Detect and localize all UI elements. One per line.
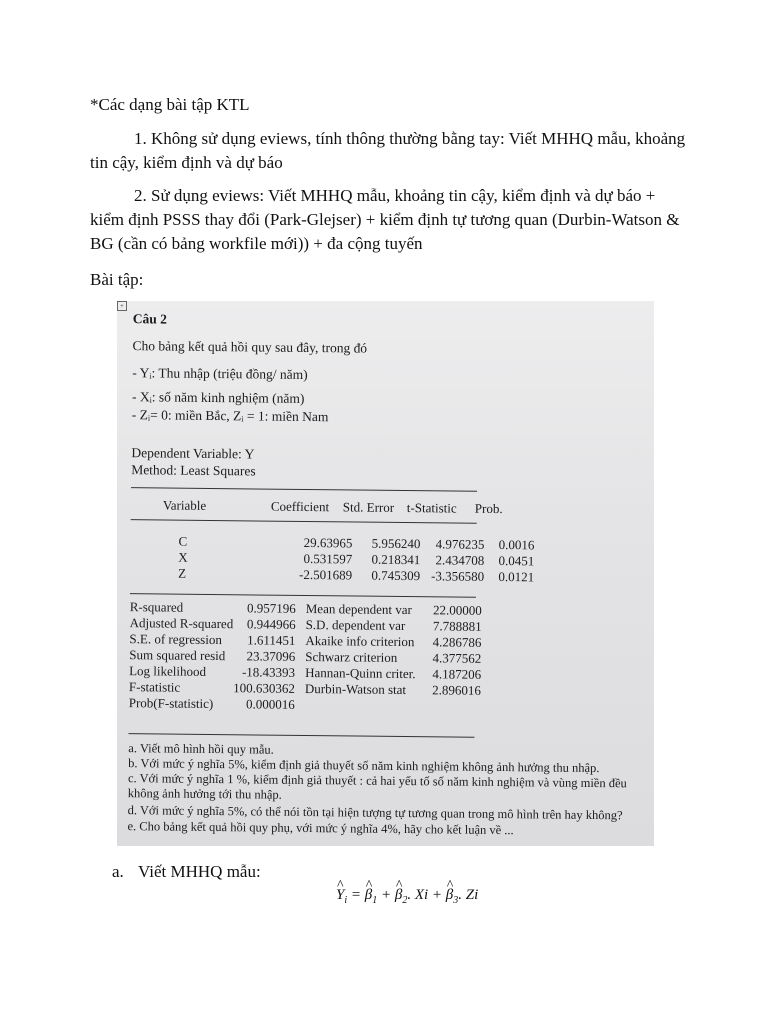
variable-x: - Xᵢ: số năm kinh nghiệm (năm) (131, 389, 305, 406)
stats-row: Adjusted R-squared 0.944966 S.D. dependent var 7.788881 (129, 615, 482, 634)
exercise-type-2: 2. Sử dụng eviews: Viết MHHQ mẫu, khoảng tin cậy, kiểm định và dự báo + kiểm định PSSS thay đổi (Park-Glejser) + kiểm định tự tương quan (Durbin-Watson & BG (cần có bảng workfile mới)) + đa cộng tuyến (90, 186, 680, 253)
question-d: d. Với mức ý nghĩa 5%, có thể nói tồn tại hiện tượng tự tương quan trong mô hình trên hay không? (127, 803, 623, 823)
header-coefficient: Coefficient (270, 498, 330, 515)
method: Method: Least Squares (131, 462, 256, 479)
variable-z: - Zᵢ= 0: miền Bắc, Zᵢ = 1: miền Nam (131, 407, 329, 425)
table-header-row (131, 497, 515, 517)
header-variable: Variable (162, 497, 207, 513)
answer-a-text: Viết MHHQ mẫu: (138, 862, 261, 881)
image-anchor-icon: + (117, 301, 127, 311)
coefficient-rows (130, 533, 534, 585)
header-std-error: Std. Error (342, 499, 395, 515)
header-t-statistic: t-Statistic (406, 500, 457, 516)
table-top-rule (131, 487, 477, 492)
stats-row: Log likelihood -18.43393 Hannan-Quinn criter. 4.187206 (129, 663, 482, 682)
section-heading: *Các dạng bài tập KTL (90, 95, 250, 114)
question-e: e. Cho bảng kết quả hồi quy phụ, với mức ý nghĩa 4%, hãy cho kết luận về ... (127, 819, 514, 838)
stats-row: F-statistic 100.630362 Durbin-Watson stat 2.896016 (128, 679, 482, 698)
question-b: b. Với mức ý nghĩa 5%, kiểm định giả thuyết số năm kinh nghiệm không ảnh hưởng thu nhập. (128, 756, 600, 776)
exercise-type-1: 1. Không sử dụng eviews, tính thông thường bằng tay: Viết MHHQ mẫu, khoảng tin cậy, kiểm định và dự báo (90, 129, 686, 172)
regression-formula: ^ $Y_i$ = ^ $\beta_1$ + ^ $\beta_2$. Xi + ^ $\beta_3$. Zi (336, 884, 478, 912)
table-bottom-rule (128, 733, 474, 738)
question-c: c. Với mức ý nghĩa 1 %, kiểm định giả thuyết : cả hai yếu tố số năm kinh nghiệm và vùng miền đều (127, 771, 627, 791)
answer-a-label: a. (112, 862, 124, 881)
question-intro: Cho bảng kết quả hồi quy sau đây, trong đó (132, 338, 368, 356)
question-a: a. Viết mô hình hồi quy mẫu. (128, 741, 274, 757)
summary-statistics (129, 599, 482, 715)
coefficient-table (131, 497, 515, 517)
exercise-photo (117, 301, 654, 846)
stats-rule (130, 593, 476, 598)
answer-a (112, 860, 261, 884)
stats-row: R-squared 0.957196 Mean dependent var 22.00000 (129, 599, 482, 618)
stats-row: Prob(F-statistic) 0.000016 (128, 695, 295, 712)
table-row: C 29.63965 5.956240 4.976235 0.0016 (178, 533, 535, 553)
header-rule (131, 519, 477, 524)
exercises-label: Bài tập: (90, 270, 144, 289)
table-row: X 0.531597 0.218341 2.434708 0.0451 (178, 549, 535, 569)
header-prob: Prob. (474, 500, 503, 517)
dependent-variable: Dependent Variable: Y (131, 445, 255, 462)
stats-row: Sum squared resid 23.37096 Schwarz criterion 4.377562 (129, 647, 482, 666)
stats-row: S.E. of regression 1.611451 Akaike info criterion 4.286786 (129, 631, 482, 650)
variable-y: - Yᵢ: Thu nhập (triệu đồng/ năm) (132, 365, 308, 383)
question-c-continued: không ảnh hưởng tới thu nhập. (127, 786, 282, 802)
question-title: Câu 2 (132, 311, 168, 327)
table-row: Z -2.501689 0.745309 -3.356580 0.0121 (178, 565, 535, 585)
